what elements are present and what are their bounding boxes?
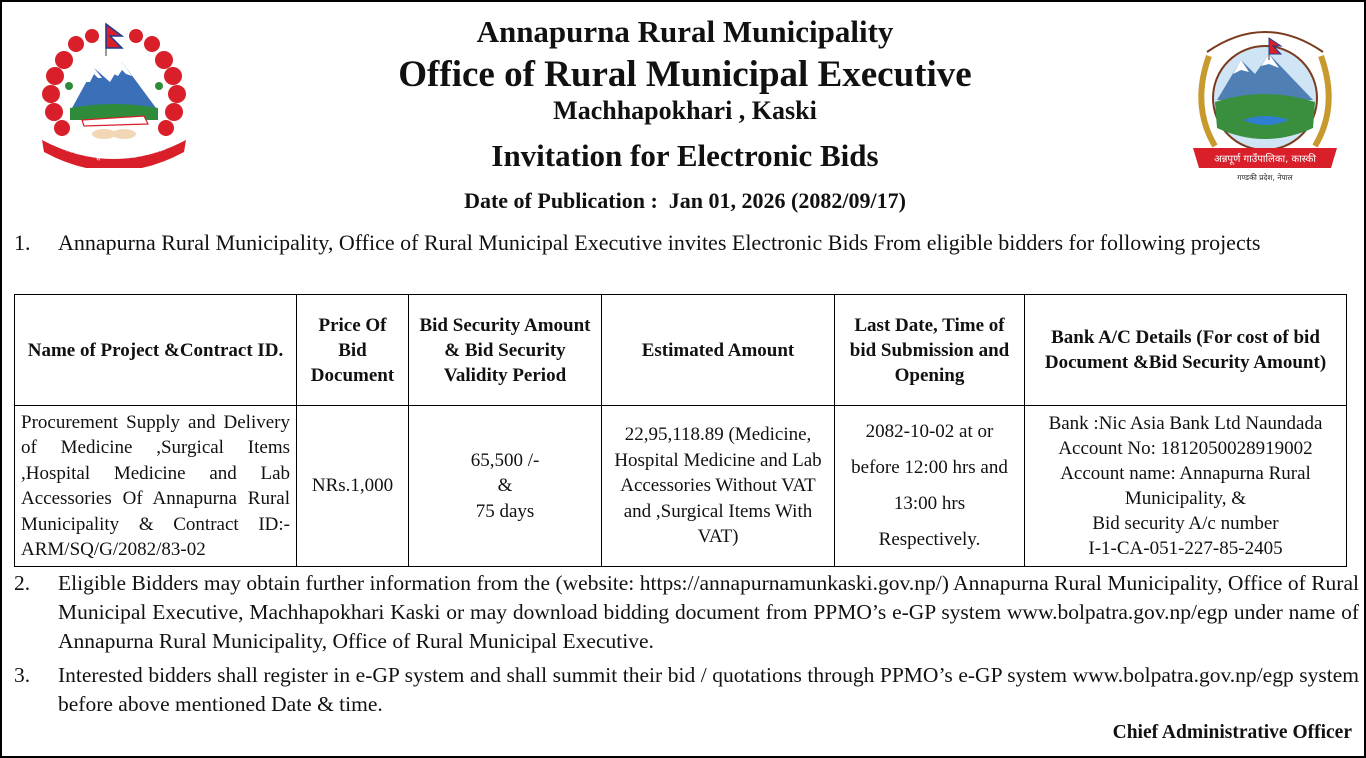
clause-2 [14, 569, 1359, 656]
municipality-logo-emblem [1185, 16, 1345, 186]
clause-text: Interested bidders shall register in e-GP system and shall summit their bid / quotations through PPMO’s e-GP system www.bolpatra.gov.np/egp system before above mentioned Date & time. [58, 663, 1359, 716]
security-account-label: Bid security A/c number [1092, 513, 1279, 534]
col-header-security: Bid Security Amount & Bid Security Validity Period [409, 295, 602, 406]
col-header-price: Price Of Bid Document [297, 295, 409, 406]
clause-number: 1. [14, 230, 31, 255]
col-header-estimate: Estimated Amount [602, 295, 835, 406]
notice-title: Invitation for Electronic Bids [491, 138, 879, 173]
municipality-name-devanagari: अन्नपूर्ण गाउँपालिका, कास्की [1214, 154, 1316, 165]
publication-date: Jan 01, 2026 (2082/09/17) [668, 188, 906, 213]
municipality-name: Annapurna Rural Municipality [476, 14, 894, 49]
publication-label: Date of Publication : [464, 188, 658, 213]
table-header-row [15, 295, 1347, 406]
cell-project: Procurement Supply and Delivery of Medicine ,Surgical Items ,Hospital Medicine and Lab Accessories Of Annapurna Rural Municipality & Contract ID:- ARM/SQ/G/2082/83-02 [15, 406, 297, 567]
clause-3 [14, 661, 1359, 719]
bid-details-table [14, 294, 1347, 567]
clause-text: Eligible Bidders may obtain further information from the (website: https://annapurnamunkaski.gov.np/) Annapurna Rural Municipality, Office of Rural Municipal Executive, Machhapokhari Kaski or may download bidding document from PPMO’s e-GP system www.bolpatra.gov.np/egp under name of Annapurna Rural Municipality, Office of Rural Municipal Executive. [58, 571, 1359, 653]
security-and: & [497, 475, 513, 497]
bank-name: Bank :Nic Asia Bank Ltd Naundada [1048, 413, 1323, 434]
clause-text: Annapurna Rural Municipality, Office of Rural Municipal Executive invites Electronic Bids From eligible bidders for following projects [58, 230, 1261, 255]
motto-text: जननी जन्मभूमिश्च स्वर्गादपि गरीयसी [61, 143, 167, 162]
cell-deadline: 2082-10-02 at or before 12:00 hrs and 13:00 hrs Respectively. [835, 406, 1025, 567]
nepal-flag-icon [106, 24, 122, 56]
table-row [15, 406, 1347, 567]
clause-1 [14, 228, 1359, 257]
col-header-project: Name of Project &Contract ID. [15, 295, 297, 406]
security-validity: 75 days [475, 500, 535, 522]
cell-bank [1025, 406, 1347, 567]
security-amount: 65,500 /- [470, 449, 540, 471]
office-location: Machhapokhari , Kaski [553, 96, 817, 125]
clause-number: 3. [14, 663, 31, 687]
nepal-coat-of-arms-emblem [24, 16, 204, 168]
clause-number: 2. [14, 571, 31, 595]
province-name-devanagari: गण्डकी प्रदेश, नेपाल [1237, 173, 1293, 182]
account-number: Account No: 1812050028919002 [1058, 438, 1313, 459]
cell-price: NRs.1,000 [297, 406, 409, 567]
office-name: Office of Rural Municipal Executive [398, 54, 972, 95]
handshake-icon [92, 129, 136, 139]
signatory-title: Chief Administrative Officer [1112, 722, 1352, 743]
col-header-bank: Bank A/C Details (For cost of bid Document &Bid Security Amount) [1025, 295, 1347, 406]
security-account-number: I-1-CA-051-227-85-2405 [1088, 538, 1283, 559]
publication-date-line [302, 188, 1068, 214]
mountain-icon [72, 62, 156, 108]
cell-estimate: 22,95,118.89 (Medicine, Hospital Medicine and Lab Accessories Without VAT and ,Surgical Items With VAT) [602, 406, 835, 567]
cell-security [409, 406, 602, 567]
account-name: Account name: Annapurna Rural Municipality, & [1060, 463, 1311, 509]
col-header-deadline: Last Date, Time of bid Submission and Opening [835, 295, 1025, 406]
